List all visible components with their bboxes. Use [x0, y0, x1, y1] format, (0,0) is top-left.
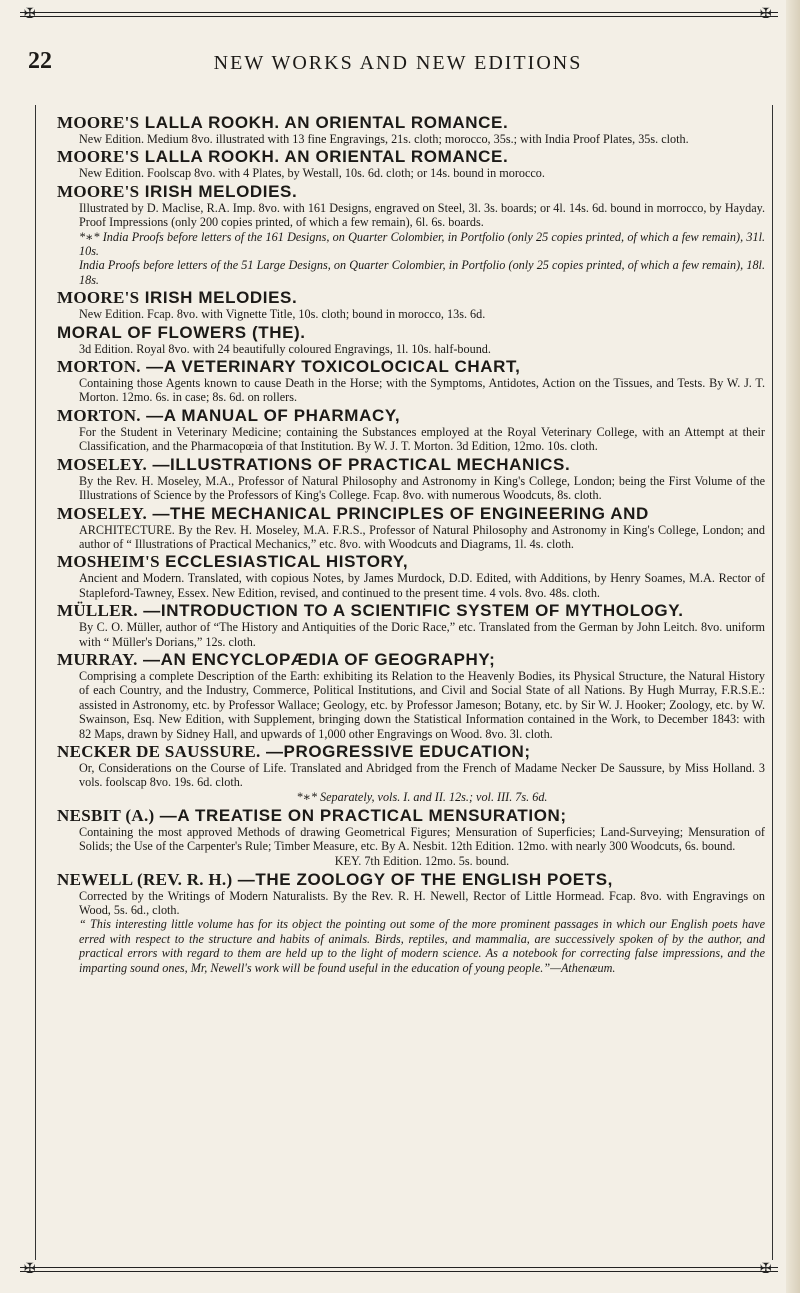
catalogue-entry	[57, 504, 765, 552]
entry-description: Corrected by the Writings of Modern Naturalists. By the Rev. R. H. Newell, Rector of Little Hormead. Fcap. 8vo. with Engravings on Wood, 5s. 6d., cloth.	[79, 888, 765, 917]
right-border-line	[772, 105, 773, 1260]
entry-author: NESBIT (A.)	[57, 805, 155, 825]
entry-heading: —INTRODUCTION TO A SCIENTIFIC SYSTEM OF MYTHOLOGY.	[143, 601, 684, 621]
entry-title	[57, 455, 765, 474]
entry-author: MORTON.	[57, 357, 141, 377]
entry-description: New Edition. Medium 8vo. illustrated with 13 fine Engravings, 21s. cloth; morocco, 35s.; with India Proof Plates, 35s. cloth.	[79, 132, 689, 146]
entry-author: MOSELEY.	[57, 503, 148, 523]
entry-description: Containing the most approved Methods of drawing Geometrical Figures; Mensuration of Superficies; Land-Surveying; Mensuration of Solids; the Use of the Carpenter's Rule; Timber Measure, etc. By A. Nesbit. 12th Edition. 12mo. with nearly 300 Woodcuts, 6s. bound.	[79, 824, 765, 854]
entry-note: India Proofs before letters of the 51 Large Designs, on Quarter Colombier, in Portfolio (only 25 copies printed, of which a few remain), 18l. 18s.	[79, 258, 765, 287]
catalogue-entry	[57, 552, 765, 600]
catalogue-entry	[57, 650, 765, 741]
left-border-line	[35, 105, 36, 1260]
entry-title	[57, 650, 765, 669]
entry-key-line: KEY. 7th Edition. 12mo. 5s. bound.	[334, 853, 510, 868]
entry-description: Containing those Agents known to cause Death in the Horse; with the Symptoms, Antidotes, Action on the Tissues, and Tests. By W. J. T. Morton. 12mo. 6s. in case; 8s. 6d. on rollers.	[79, 376, 765, 405]
entry-title	[57, 504, 765, 523]
catalogue-entries	[57, 113, 765, 976]
entry-title	[57, 601, 765, 620]
catalogue-entry	[57, 406, 765, 454]
entry-heading: —THE ZOOLOGY OF THE ENGLISH POETS,	[237, 869, 613, 889]
entry-author: MOORE'S	[57, 181, 140, 201]
entry-author: MURRAY.	[57, 649, 138, 669]
catalogue-entry	[57, 182, 765, 287]
entry-description: By C. O. Müller, author of “The History and Antiquities of the Doric Race,” etc. Translated from the German by John Leitch. 8vo. uniform with “ Müller's Dorians,” 12s. cloth.	[79, 620, 765, 649]
entry-title	[57, 288, 765, 307]
entry-title	[57, 323, 765, 342]
running-head: NEW WORKS AND NEW EDITIONS	[213, 52, 583, 74]
entry-heading: LALLA ROOKH. AN ORIENTAL ROMANCE.	[144, 147, 509, 167]
entry-heading: —AN ENCYCLOPÆDIA OF GEOGRAPHY;	[143, 649, 496, 669]
entry-author: MORTON.	[57, 405, 141, 425]
entry-description: By the Rev. H. Moseley, M.A., Professor of Natural Philosophy and Astronomy in King's College, London; being the First Volume of the Illustrations of Science by the Professors of King's College. Fcap. 8vo. with numerous Woodcuts, 8s. cloth.	[79, 473, 765, 503]
entry-heading: ECCLESIASTICAL HISTORY,	[165, 552, 409, 572]
entry-description: ARCHITECTURE. By the Rev. H. Moseley, M.A. F.R.S., Professor of Natural Philosophy and Astronomy in King's College, London; and author of “ Illustrations of Practical Mechanics,” etc. 8vo. with Woodcuts and Diagrams, 1l. 4s. cloth.	[79, 522, 765, 551]
entry-title	[57, 806, 765, 825]
page-header	[28, 48, 768, 82]
entry-title	[57, 406, 765, 425]
ornament-top-right-icon: ✠	[760, 6, 772, 22]
entry-title	[57, 357, 765, 376]
entry-description: Or, Considerations on the Course of Life. Translated and Abridged from the French of Madame Necker De Saussure, by Miss Holland. 3 vols. foolscap 8vo. 19s. 6d. cloth.	[79, 760, 765, 790]
entry-description: For the Student in Veterinary Medicine; containing the Substances employed at the Royal Veterinary College, with an Attempt at their Classification, and the Pharmacopœia of that Institution. By W. J. T. Morton. 3d Edition, 12mo. 10s. cloth.	[79, 424, 765, 454]
entry-description: 3d Edition. Royal 8vo. with 24 beautifully coloured Engravings, 1l. 10s. half-bound.	[79, 341, 491, 356]
catalogue-entry	[57, 601, 765, 649]
entry-heading: —A VETERINARY TOXICOLOCICAL CHART,	[146, 357, 521, 377]
entry-title	[57, 870, 765, 889]
ornament-bottom-left-icon: ✠	[24, 1261, 36, 1277]
entry-author: MOORE'S	[57, 113, 140, 132]
entry-heading: LALLA ROOKH. AN ORIENTAL ROMANCE.	[144, 113, 509, 132]
entry-heading: IRISH MELODIES.	[144, 288, 298, 308]
entry-title	[57, 742, 765, 761]
catalogue-entry	[57, 323, 765, 356]
catalogue-entry	[57, 288, 765, 321]
catalogue-entry	[57, 806, 765, 869]
entry-note: *∗* India Proofs before letters of the 161 Designs, on Quarter Colombier, in Portfolio (only 25 copies printed, of which a few remain), 31l. 10s.	[79, 229, 765, 259]
entry-heading: —A MANUAL OF PHARMACY,	[146, 405, 401, 425]
entry-heading: —PROGRESSIVE EDUCATION;	[265, 741, 531, 761]
entry-title	[57, 147, 765, 166]
top-rule	[20, 12, 778, 17]
entry-title	[57, 113, 765, 132]
entry-description: New Edition. Foolscap 8vo. with 4 Plates, by Westall, 10s. 6d. cloth; or 14s. bound in morocco.	[79, 166, 545, 181]
ornament-bottom-right-icon: ✠	[760, 1261, 772, 1277]
entry-author: MOORE'S	[57, 288, 140, 308]
catalogue-entry	[57, 742, 765, 805]
entry-title	[57, 182, 765, 201]
entry-description: Ancient and Modern. Translated, with copious Notes, by James Murdock, D.D. Edited, with Additions, by Henry Soames, M.A. Rector of Stapleford-Tawney, Essex. New Edition, revised, and continued to the present time. 4 vols. 8vo. 48s. cloth.	[79, 571, 765, 600]
entry-author: MOSELEY.	[57, 454, 148, 474]
entry-note: “ This interesting little volume has for its object the pointing out some of the more prominent passages in which our English poets have erred with respect to the structure and habits of animals. Birds, reptiles, and mammalia, are successively spoken of by the author, and practical errors with regard to them are held up to the light of modern science. As a notebook for correcting false impressions, and the imparting sound ones, Mr, Newell's work will be found useful in the education of young people.”—Athenæum.	[79, 917, 765, 975]
page-number: 22	[28, 48, 52, 74]
entry-heading: —THE MECHANICAL PRINCIPLES OF ENGINEERING AND	[152, 503, 649, 523]
entry-heading: IRISH MELODIES.	[144, 181, 298, 201]
catalogue-entry	[57, 455, 765, 503]
ornament-top-left-icon: ✠	[24, 6, 36, 22]
entry-description: Comprising a complete Description of the Earth: exhibiting its Relation to the Heavenly Bodies, its Physical Structure, the Natural History of each Country, and the Industry, Commerce, Political Institutions, and Civil and Social State of all Nations. By Hugh Murray, F.R.S.E.: assisted in Astronomy, etc. by Professor Wallace; Geology, etc. by Professor Jameson; Botany, etc. by Sir W. J. Hooker; Zoology, etc. by W. Swainson, Esq. New Edition, with Supplement, bringing down the Statistical Information contained in the Work, to December 1843: with 82 Maps, drawn by Sidney Hall, and upwards of 1,000 other Engravings on Wood. 8vo. 3l. cloth.	[79, 668, 765, 741]
entry-heading: MORAL OF FLOWERS (THE).	[57, 322, 306, 342]
entry-heading: —A TREATISE ON PRACTICAL MENSURATION;	[159, 805, 567, 825]
entry-author: MOSHEIM'S	[57, 552, 160, 572]
bottom-rule	[20, 1267, 778, 1272]
entry-author: NECKER DE SAUSSURE.	[57, 741, 261, 761]
entry-description: Illustrated by D. Maclise, R.A. Imp. 8vo. with 161 Designs, engraved on Steel, 3l. 3s. boards; or 4l. 14s. 6d. bound in morrocco, by Hayday. Proof Impressions (only 200 copies printed, of which a few remain), 6l. 6s. boards.	[79, 200, 765, 230]
catalogue-entry	[57, 357, 765, 405]
catalogue-entry	[57, 147, 765, 180]
page-edge-shadow	[786, 0, 800, 1293]
entry-heading: —ILLUSTRATIONS OF PRACTICAL MECHANICS.	[152, 454, 571, 474]
catalogue-entry	[57, 113, 765, 146]
catalogue-entry	[57, 870, 765, 975]
entry-title	[57, 552, 765, 571]
entry-author: NEWELL (REV. R. H.)	[57, 869, 233, 889]
entry-note: *∗* Separately, vols. I. and II. 12s.; vol. III. 7s. 6d.	[296, 789, 548, 804]
entry-description: New Edition. Fcap. 8vo. with Vignette Title, 10s. cloth; bound in morocco, 13s. 6d.	[79, 307, 486, 322]
entry-author: MÜLLER.	[57, 601, 138, 621]
entry-author: MOORE'S	[57, 147, 140, 167]
